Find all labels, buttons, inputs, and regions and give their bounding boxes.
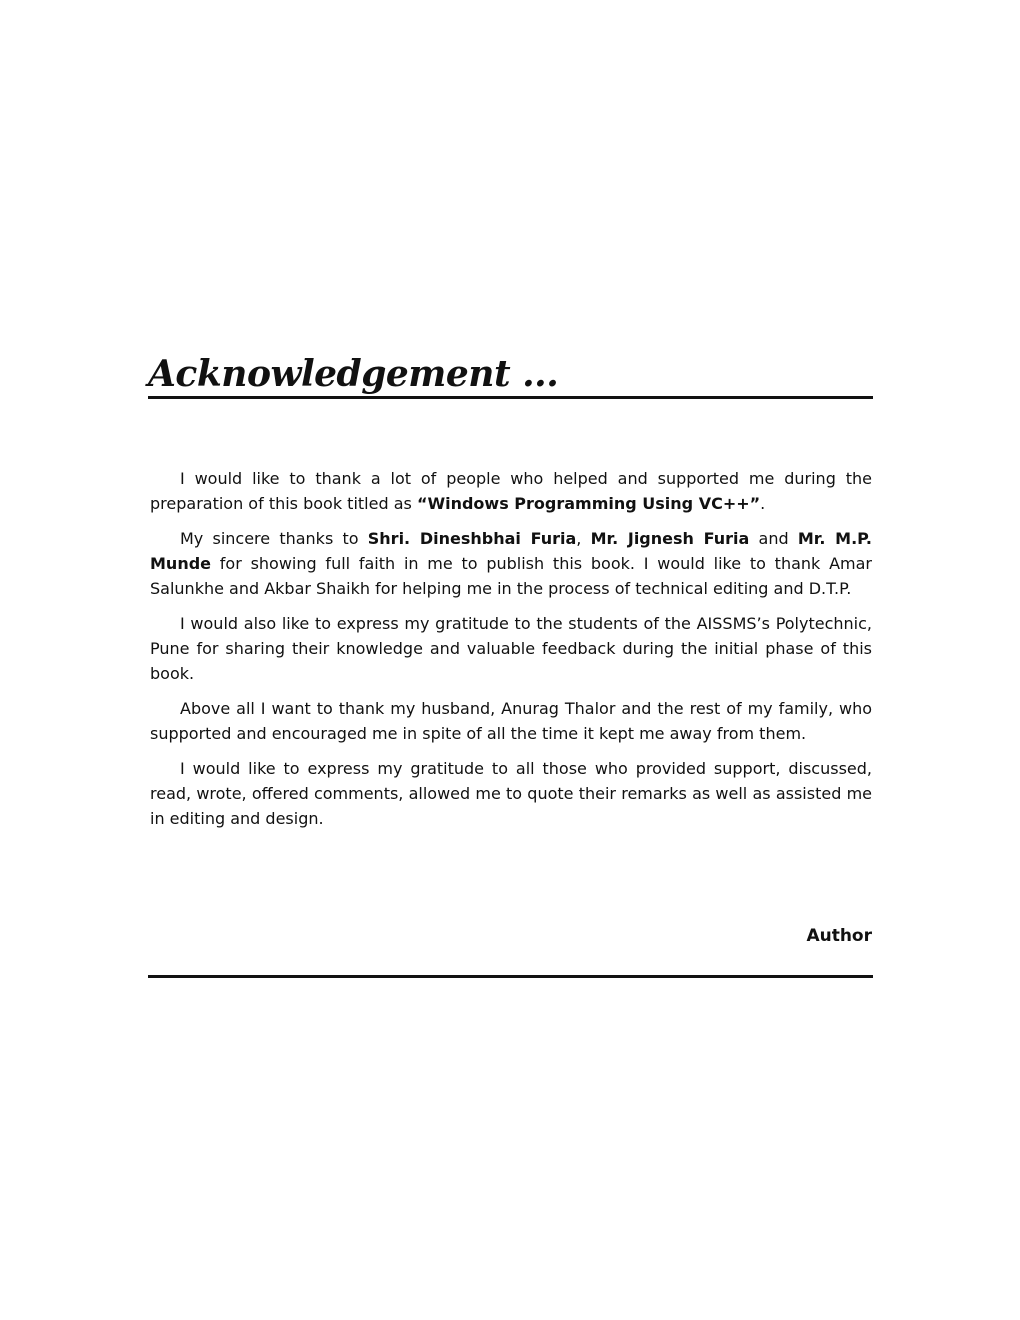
person-name: Mr. Jignesh Furia — [590, 529, 750, 548]
text-segment: . — [760, 494, 766, 513]
person-name: Mr. M.P. Munde — [150, 529, 873, 573]
page-title: Acknowledgement ... — [148, 353, 559, 395]
paragraph — [150, 526, 872, 601]
text-segment: I would like to express my gratitude to all those who provided support, discussed, read, wrote, offered comments, allowed me to quote their remarks as well as assisted me in editing and design. — [150, 759, 872, 828]
text-segment: , — [576, 529, 591, 548]
text-segment: Above all I want to thank my husband, Anurag Thalor and the rest of my family, who supported and encouraged me in spite of all the time it kept me away from them. — [150, 699, 872, 743]
paragraph — [150, 611, 872, 686]
text-segment: for showing full faith in me to publish this book. I would like to thank Amar Salunkhe and Akbar Shaikh for helping me in the process of technical editing and D.T.P. — [150, 554, 872, 598]
paragraph — [150, 756, 872, 831]
text-segment: My sincere thanks to — [180, 529, 368, 548]
bottom-divider — [148, 975, 873, 978]
title-underline-divider — [148, 396, 873, 399]
document-page — [148, 0, 873, 1320]
paragraph — [150, 466, 872, 516]
book-title-text: “Windows Programming Using VC++” — [416, 494, 761, 513]
author-signature: Author — [806, 926, 872, 946]
text-segment: I would like to thank a lot of people who helped and supported me during the preparation of this book titled as — [150, 469, 872, 513]
person-name: Shri. Dineshbhai Furia — [367, 529, 577, 548]
text-segment: I would also like to express my gratitude to the students of the AISSMS’s Polytechnic, Pune for sharing their knowledge and valuable feedback during the initial phase of this book. — [150, 614, 872, 683]
paragraph — [150, 696, 872, 746]
text-segment: and — [749, 529, 798, 548]
acknowledgement-body — [150, 466, 872, 841]
